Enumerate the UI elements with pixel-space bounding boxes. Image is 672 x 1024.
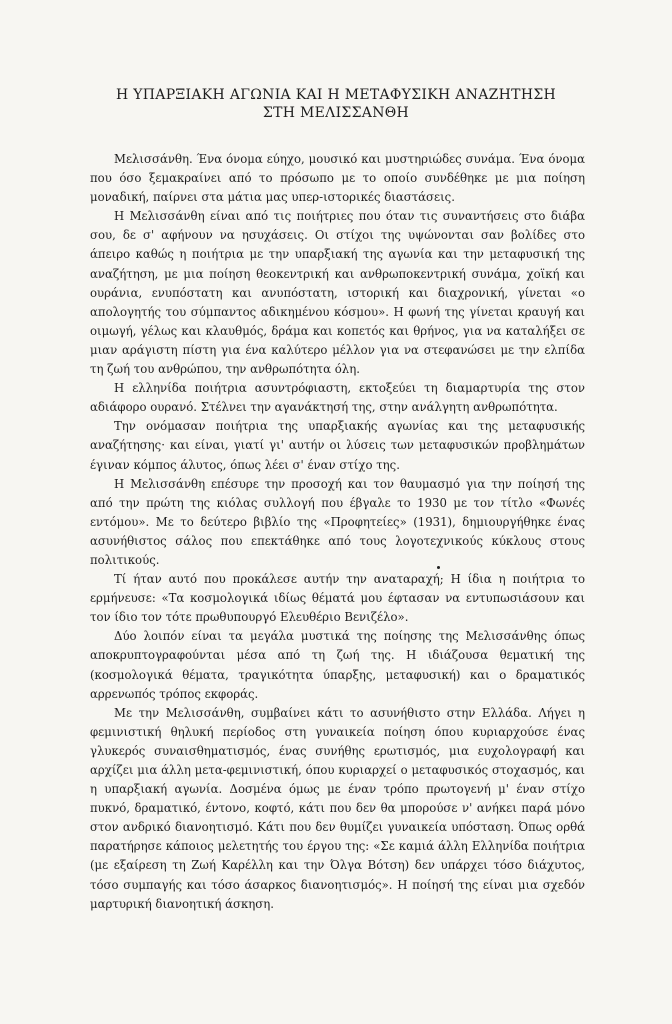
title-line-2: ΣΤΗ ΜΕΛΙΣΣΑΝΘΗ [262,105,410,121]
paragraph: Δύο λοιπόν είναι τα μεγάλα μυστικά της ποίησης της Μελισσάνθης όπως αποκρυπτογραφούνται μέσα από τη ζωή της. Η ιδιάζουσα θεματική της (κοσμολογικά θέματα, τραγικότητα ύπαρξης, μεταφυσική) και ο δραματικός αρρενωπός τρόπος εκφοράς. [90,629,585,701]
paragraph: Η ελληνίδα ποιήτρια ασυντρόφιαστη, εκτοξεύει τη διαμαρτυρία της στον αδιάφορο ουρανό. Στέλνει την αγανάκτησή της, στην ανάλγητη ανθρωπότητα. [90,381,585,415]
ink-speck [437,566,440,569]
title-line-1: Η ΥΠΑΡΞΙΑΚΗ ΑΓΩΝΙΑ ΚΑΙ Η ΜΕΤΑΦΥΣΙΚΗ ΑΝΑΖΗΤΗΣΗ [115,87,557,103]
page-title [60,86,612,122]
paragraph: Την ονόμασαν ποιήτρια της υπαρξιακής αγωνίας και της μεταφυσικής αναζήτησης· και είναι, γιατί γι' αυτήν οι λύσεις των μεταφυσικών προβλημάτων έγιναν κόμπος άλυτος, όπως λέει σ' έναν στίχο της. [90,419,585,472]
paragraph: Μελισσάνθη. Ένα όνομα εύηχο, μουσικό και μυστηριώδες συνάμα. Ένα όνομα που όσο ξεμακραίνει από το πρόσωπο με το οποίο συνδέθηκε με μια ποίηση μοναδική, παίρνει στα μάτια μας υπερ-ιστορικές διαστάσεις. [90,152,585,205]
paragraph: Τί ήταν αυτό που προκάλεσε αυτήν την αναταραχή; Η ίδια η ποιήτρια το ερμήνευσε: «Τα κοσμολογικά ιδίως θέματά μου έφτασαν να εντυπωσιάσουν και τον ίδιο τον τότε πρωθυπουργό Ελευθέριο Βενιζέλο». [90,572,585,625]
paragraph: Η Μελισσάνθη είναι από τις ποιήτριες που όταν τις συναντήσεις στο διάβα σου, δε σ' αφήνουν να ησυχάσεις. Οι στίχοι της υψώνονται σαν βολίδες στο άπειρο καθώς η ποιήτρια με την υπαρξιακή της αγωνία και την μεταφυσική της αναζήτηση, με μια ποίηση θεοκεντρική και ανθρωποκεντρική συνάμα, χοϊκή και ουράνια, ενυπόστατη και ανυπόστατη, ιστορική και διαχρονική, γίνεται «ο απολογητής του σύμπαντος αδικημένου κόσμου». Η φωνή της γίνεται κραυγή και οιμωγή, γέλως και κλαυθμός, δράμα και κοπετός και θρήνος, για να καταλήξει σε μιαν αράγιστη πίστη για ένα καλύτερο μέλλον για να στεφανώσει με την ελπίδα τη ζωή του ανθρώπου, την ανθρωπότητα όλη. [90,209,585,377]
paragraph: Η Μελισσάνθη επέσυρε την προσοχή και τον θαυμασμό για την ποίησή της από την πρώτη της κιόλας συλλογή που έβγαλε το 1930 με τον τίτλο «Φωνές εντόμου». Με το δεύτερο βιβλίο της «Προφητείες» (1931), δημιουργήθηκε ένας ασυνήθιστος σάλος που επεκτάθηκε από τους λογοτεχνικούς κύκλους στους πολιτικούς. [90,476,585,567]
article-body [90,150,585,914]
paragraph: Με την Μελισσάνθη, συμβαίνει κάτι το ασυνήθιστο στην Ελλάδα. Λήγει η φεμινιστική θηλυκή περίοδος στη γυναικεία ποίηση όπου κυριαρχούσε ένας γλυκερός συναισθηματισμός, ένας συνήθης ερωτισμός, μια ευχολογραφή και αρχίζει μια άλλη μετα-φεμινιστική, όπου κυριαρχεί ο μεταφυσικός στοχασμός, και η υπαρξιακή αγωνία. Δοσμένα όμως με έναν τρόπο πρωτογενή μ' έναν στίχο πυκνό, δραματικό, έντονο, κοφτό, κάτι που δεν θα μπορούσε ν' ανήκει παρά μόνο στον ανδρικό διανοητισμό. Κάτι που δεν θυμίζει γυναικεία υπόσταση. Όπως ορθά παρατήρησε κάποιος μελετητής του έργου της: «Σε καμιά άλλη Ελληνίδα ποιήτρια (με εξαίρεση τη Ζωή Καρέλλη και την Όλγα Βότση) δεν υπάρχει τόσο διάχυτος, τόσο συμπαγής και τόσο άσαρκος διανοητισμός». Η ποίησή της είναι μια σχεδόν μαρτυρική διανοητική άσκηση. [90,705,585,911]
